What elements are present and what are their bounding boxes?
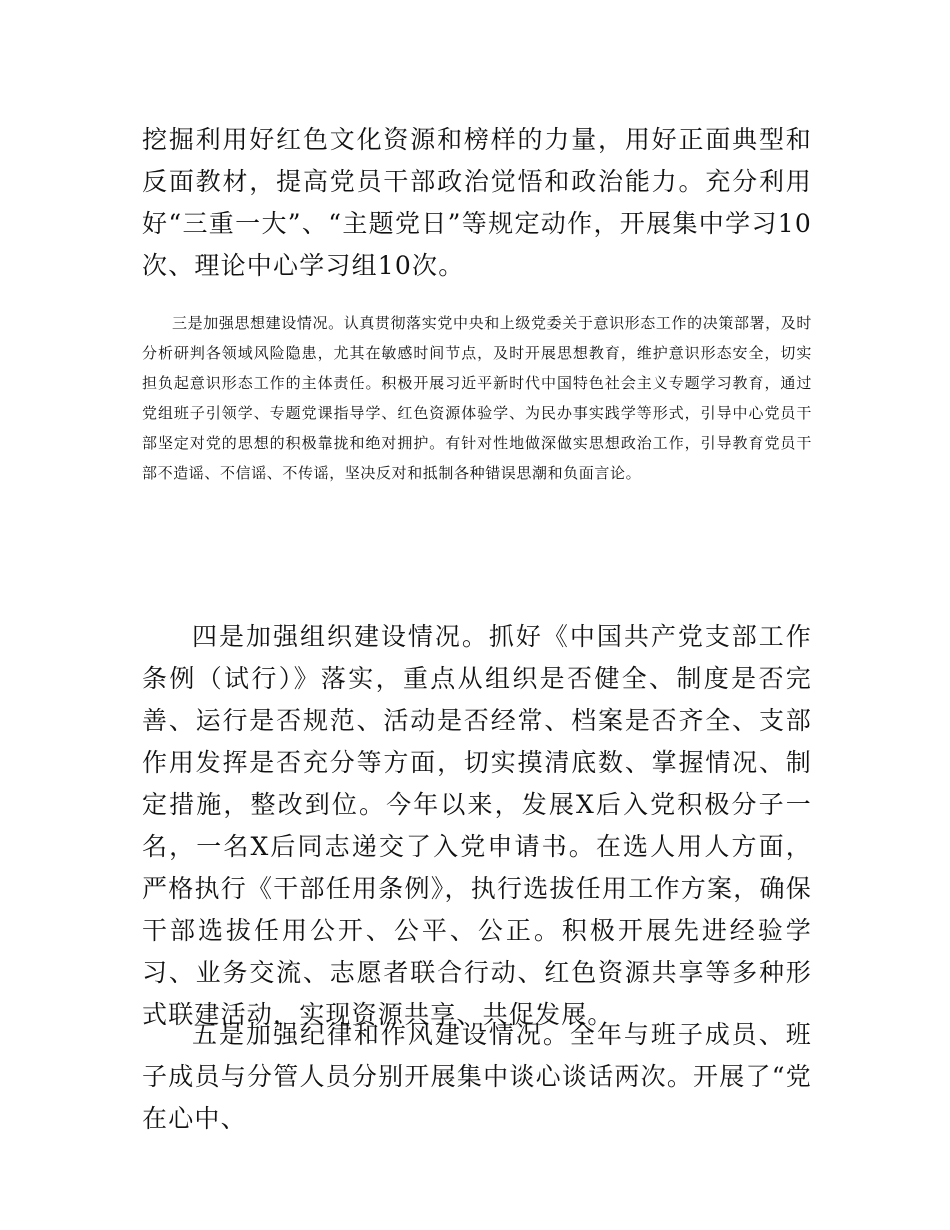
paragraph-ideological-building: 三是加强思想建设情况。认真贯彻落实党中央和上级党委关于意识形态工作的决策部署，及时分析研判各领域风险隐患，尤其在敏感时间节点，及时开展思想教育，维护意识形态安全，切实担负起意识形态工作的主体责任。积极开展习近平新时代中国特色社会主义专题学习教育，通过党组班子引领学、专题党课指导学、红色资源体验学、为民办事实践学等形式，引导中心党员干部坚定对党的思想的积极靠拢和绝对拥护。有针对性地做深做实思想政治工作，引导教育党员干部不造谣、不信谣、不传谣，坚决反对和抵制各种错误思潮和负面言论。 [142,314,812,482]
paragraph-organization-building: 四是加强组织建设情况。抓好《中国共产党支部工作条例（试行）》落实，重点从组织是否健全、制度是否完善、运行是否规范、活动是否经常、档案是否齐全、支部作用发挥是否充分等方面，切实摸清底数、掌握情况、制定措施，整改到位。今年以来，发展X后入党积极分子一名，一名X后同志递交了入党申请书。在选人用人方面，严格执行《干部任用条例》，执行选拔任用工作方案，确保干部选拔任用公开、公平、公正。积极开展先进经验学习、业务交流、志愿者联合行动、红色资源共享等多种形式联建活动，实现资源共享、共促发展。 [142,622,812,1029]
paragraph-discipline-style-building: 五是加强纪律和作风建设情况。全年与班子成员、班子成员与分管人员分别开展集中谈心谈话两次。开展了“党在心中、 [142,1020,812,1133]
paragraph-red-culture-study: 挖掘利用好红色文化资源和榜样的力量，用好正面典型和反面教材，提高党员干部政治觉悟和政治能力。充分利用好“三重一大”、“主题党日”等规定动作，开展集中学习10次、理论中心学习组10次。 [142,125,812,280]
